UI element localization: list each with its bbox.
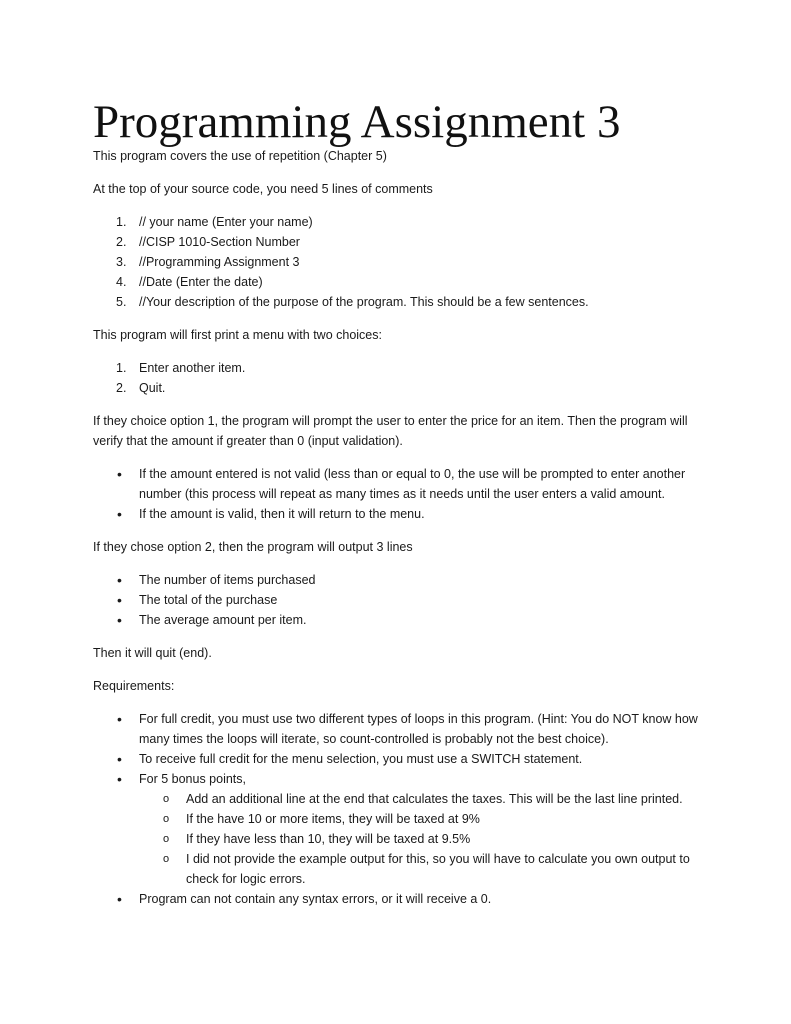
list-item [93,292,713,312]
bullet-icon: • [117,612,122,628]
list-item-text: The total of the purchase [139,593,278,607]
list-item [93,889,713,909]
list-item [93,570,713,590]
sub-list-item [93,829,713,849]
circle-bullet-icon: o [163,793,170,805]
comments-intro-paragraph: At the top of your source code, you need 5 lines of comments [93,182,433,196]
list-item [93,272,713,292]
list-item-text: If the amount is valid, then it will return to the menu. [139,507,425,521]
list-item-text: Program can not contain any syntax errors, or it will receive a 0. [139,892,492,906]
list-item-text: //Your description of the purpose of the program. This should be a few sentences. [139,295,589,309]
list-item [93,252,713,272]
page-title: Programming Assignment 3 [93,96,621,148]
list-item [93,212,713,232]
bullet-icon: • [117,466,122,482]
list-item [93,358,713,378]
sub-list-item [93,809,713,829]
menu-choices-list [93,358,713,398]
list-item-text: The number of items purchased [139,573,316,587]
list-number: 4. [116,275,127,289]
list-item-text: The average amount per item. [139,613,307,627]
list-item-text: If they have less than 10, they will be taxed at 9.5% [186,832,471,846]
bullet-icon: • [117,506,122,522]
list-number: 5. [116,295,127,309]
circle-bullet-icon: o [163,853,170,865]
list-item [93,590,713,610]
list-number: 2. [116,235,127,249]
bullet-icon: • [117,891,122,907]
menu-intro-paragraph: This program will first print a menu with two choices: [93,328,382,342]
list-item-text: For 5 bonus points, [139,772,247,786]
requirements-list [93,709,713,789]
option1-bullets [93,464,713,524]
bullet-icon: • [117,751,122,767]
list-number: 1. [116,215,127,229]
list-item-text: If the have 10 or more items, they will be taxed at 9% [186,812,480,826]
comment-lines-list [93,212,713,312]
sub-list-item [93,849,713,889]
list-item [93,464,713,504]
subtitle-paragraph: This program covers the use of repetition (Chapter 5) [93,149,387,163]
bullet-icon: • [117,572,122,588]
list-item-text: Quit. [139,381,166,395]
document-page [93,96,713,909]
bullet-icon: • [117,771,122,787]
list-item-text: Enter another item. [139,361,246,375]
bullet-icon: • [117,711,122,727]
list-item-text: Add an additional line at the end that calculates the taxes. This will be the last line printed. [186,792,683,806]
list-item [93,769,713,789]
list-item [93,610,713,630]
list-item-text: //CISP 1010-Section Number [139,235,300,249]
bonus-sublist [93,789,713,889]
option2-bullets [93,570,713,630]
list-item [93,378,713,398]
list-number: 2. [116,381,127,395]
list-item-text: To receive full credit for the menu selection, you must use a SWITCH statement. [139,752,583,766]
list-item [93,504,713,524]
requirements-heading: Requirements: [93,679,175,693]
list-item [93,709,713,749]
bullet-icon: • [117,592,122,608]
option2-paragraph: If they chose option 2, then the program will output 3 lines [93,540,413,554]
list-item [93,749,713,769]
list-item-text: // your name (Enter your name) [139,215,313,229]
list-number: 1. [116,361,127,375]
quit-paragraph: Then it will quit (end). [93,646,212,660]
circle-bullet-icon: o [163,813,170,825]
requirements-list-end [93,889,713,909]
list-item-text: If the amount entered is not valid (less than or equal to 0, the use will be prompted to enter another number (this process will repeat as many times as it needs until the user enters a valid amount. [139,467,686,501]
sub-list-item [93,789,713,809]
circle-bullet-icon: o [163,833,170,845]
list-number: 3. [116,255,127,269]
list-item-text: //Date (Enter the date) [139,275,263,289]
list-item-text: I did not provide the example output for this, so you will have to calculate you own output to check for logic errors. [186,852,690,886]
list-item-text: //Programming Assignment 3 [139,255,300,269]
option1-paragraph: If they choice option 1, the program will prompt the user to enter the price for an item. Then the program will verify that the amount if greater than 0 (input validation). [93,414,688,448]
list-item-text: For full credit, you must use two different types of loops in this program. (Hint: You do NOT know how many times the loops will iterate, so count-controlled is probably not the best choice). [139,712,698,746]
list-item [93,232,713,252]
